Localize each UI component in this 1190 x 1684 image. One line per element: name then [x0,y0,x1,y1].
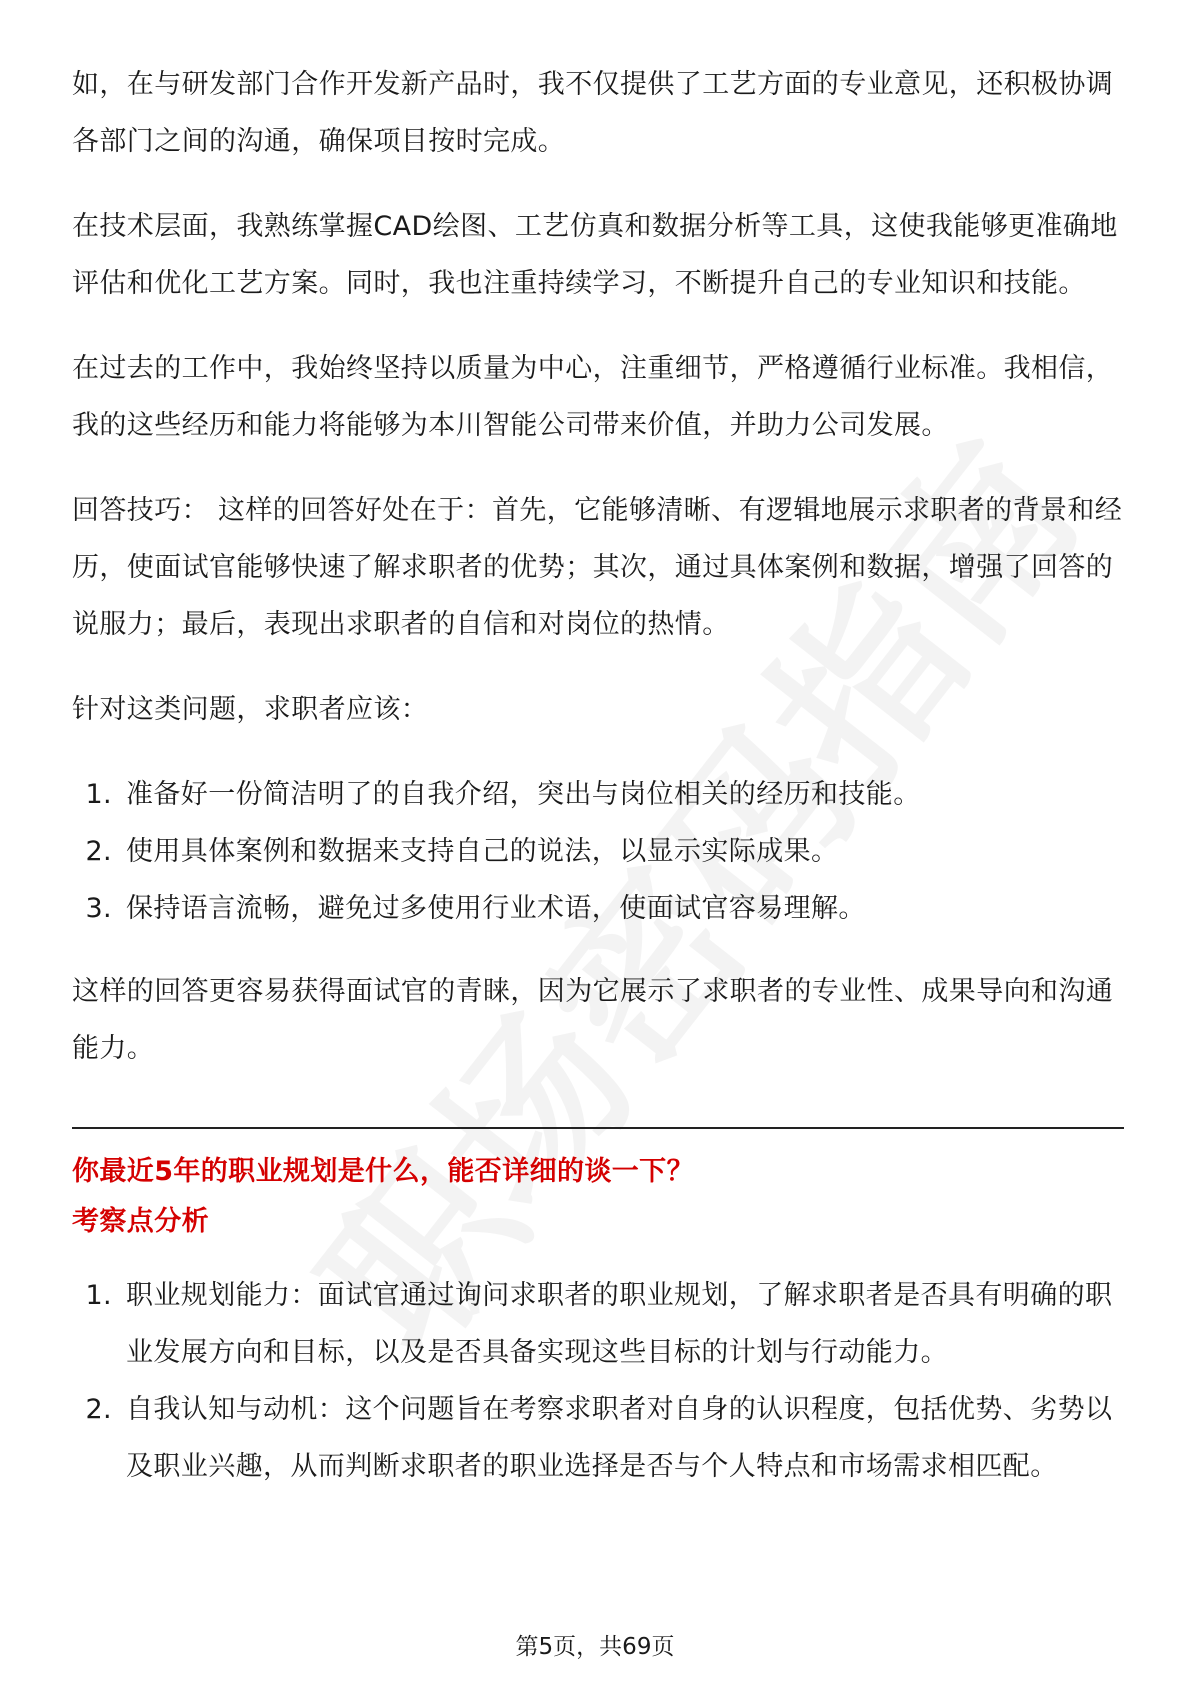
list-text: 使用具体案例和数据来支持自己的说法，以显示实际成果。 [126,836,839,867]
list-item [72,823,1124,880]
list-text: 职业规划能力：面试官通过询问求职者的职业规划，了解求职者是否具有明确的职业发展方向和目标，以及是否具备实现这些目标的计划与行动能力。 [126,1280,1113,1368]
page-content [72,56,1124,1521]
list-text: 保持语言流畅，避免过多使用行业术语，使面试官容易理解。 [126,893,866,924]
list-item [72,766,1124,823]
list-number: 1. [85,1280,112,1311]
question-title: 你最近5年的职业规划是什么，能否详细的谈一下？ [72,1156,694,1187]
list-item [72,1381,1124,1495]
list-number: 2. [85,836,112,867]
list-text: 准备好一份简洁明了的自我介绍，突出与岗位相关的经历和技能。 [126,779,921,810]
list-number: 1. [85,779,112,810]
closing-paragraph: 这样的回答更容易获得面试官的青睐，因为它展示了求职者的专业性、成果导向和沟通能力。 [72,976,1114,1064]
page-footer: 第5页，共69页 [515,1634,675,1660]
list-number: 2. [85,1394,112,1425]
analysis-list [72,1267,1124,1495]
list-text: 自我认知与动机：这个问题旨在考察求职者对自身的认识程度，包括优势、劣势以及职业兴趣，从而判断求职者的职业选择是否与个人特点和市场需求相匹配。 [126,1394,1113,1482]
paragraph: 如，在与研发部门合作开发新产品时，我不仅提供了工艺方面的专业意见，还积极协调各部门之间的沟通，确保项目按时完成。 [72,69,1114,157]
tips-list [72,766,1124,937]
paragraph: 在过去的工作中，我始终坚持以质量为中心，注重细节，严格遵循行业标准。我相信，我的这些经历和能力将能够为本川智能公司带来价值，并助力公司发展。 [72,353,1114,441]
section-divider [72,1127,1124,1129]
list-item [72,880,1124,937]
list-item [72,1267,1124,1381]
paragraph: 针对这类问题，求职者应该： [72,694,429,725]
paragraph: 在技术层面，我熟练掌握CAD绘图、工艺仿真和数据分析等工具，这使我能够更准确地评估和优化工艺方案。同时，我也注重持续学习，不断提升自己的专业知识和技能。 [72,211,1118,299]
answer-tips-paragraph: 回答技巧： 这样的回答好处在于：首先，它能够清晰、有逻辑地展示求职者的背景和经历，使面试官能够快速了解求职者的优势；其次，通过具体案例和数据，增强了回答的说服力；最后，表现出求职者的自信和对岗位的热情。 [72,495,1123,640]
list-number: 3. [85,893,112,924]
analysis-heading: 考察点分析 [72,1206,209,1237]
